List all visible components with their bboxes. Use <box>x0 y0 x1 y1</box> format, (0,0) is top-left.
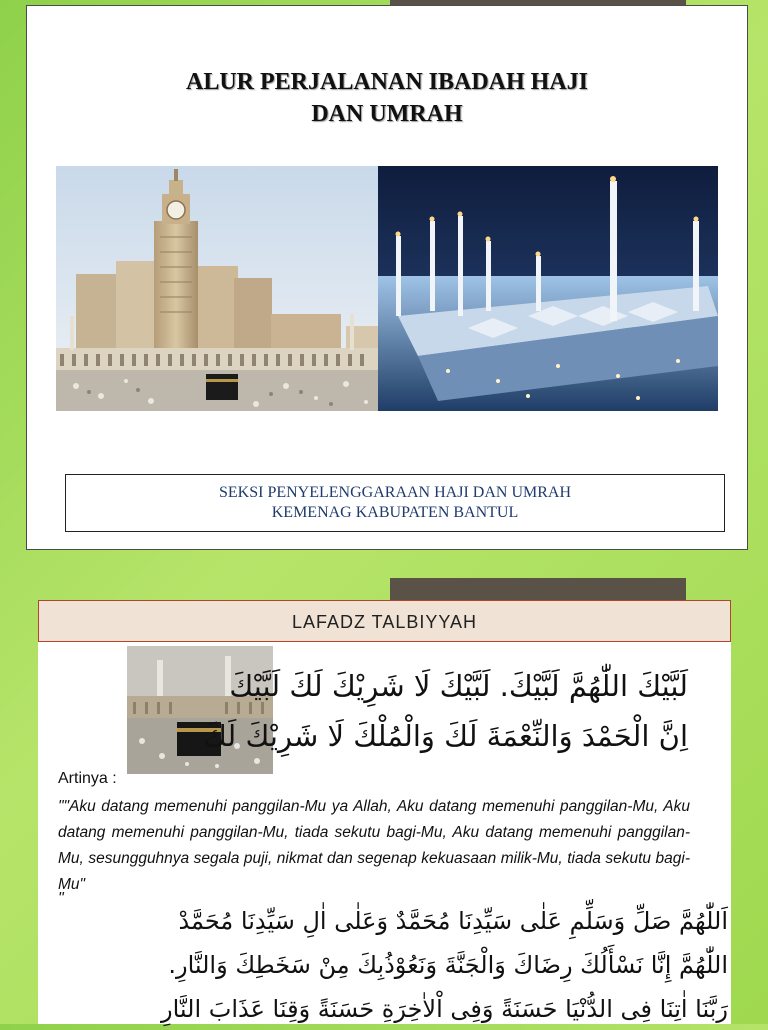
title-line-1: ALUR PERJALANAN IBADAH HAJI <box>185 69 589 95</box>
slide-title <box>27 66 747 130</box>
slide-heading: LAFADZ TALBIYYAH <box>38 600 731 642</box>
caption-line-1: SEKSI PENYELENGGARAAN HAJI DAN UMRAH <box>219 484 571 501</box>
doa-line-3: رَبَّنَا اٰتِنَا فِى الدُّنْيَا حَسَنَةً وَفِى اْلاٰخِرَةِ حَسَنَةً وَقِنَا عَذَابَ النَّارِ <box>160 995 728 1023</box>
title-line-2: DAN UMRAH <box>311 101 463 127</box>
talbiyah-translation: ""Aku datang memenuhi panggilan-Mu ya Allah, Aku datang memenuhi panggilan-Mu, Aku datang memenuhi panggilan-Mu, tiada sekutu bagi-Mu, Aku datang memenuhi panggilan-Mu, sesungguhnya segala puji, nikmat dan segenap kekuasaan milik-Mu, tiada sekutu bagi-Mu" <box>58 798 690 893</box>
talbiyah-line-2: اِنَّ الْحَمْدَ وَالنِّعْمَةَ لَكَ وَالْمُلْكَ لَا شَرِيْكَ لَكَ <box>202 719 688 753</box>
closing-quote: " <box>58 890 64 907</box>
title-slide <box>26 5 748 550</box>
middle-accent-strip <box>390 578 686 600</box>
talbiyah-slide <box>38 600 731 1024</box>
organizer-caption <box>65 474 725 532</box>
caption-line-2: KEMENAG KABUPATEN BANTUL <box>271 504 519 521</box>
masjidil-haram-photo <box>56 166 378 411</box>
doa-line-1: اَللّٰهُمَّ صَلِّ وَسَلِّمِ عَلٰى سَيِّدِنَا مُحَمَّدٌ وَعَلٰى اٰلِ سَيِّدِنَا مُحَمَّدْ <box>178 907 728 935</box>
artinya-label: Artinya : <box>58 770 117 787</box>
masjid-nabawi-photo <box>378 166 718 411</box>
talbiyah-line-1: لَبَّيْكَ اللّٰهُمَّ لَبَّيْكَ. لَبَّيْكَ لَا شَرِيْكَ لَكَ لَبَّيْكَ <box>229 669 688 703</box>
doa-line-2: اللّٰهُمَّ إِنَّا نَسْأَلُكَ رِضَاكَ وَالْجَنَّةَ وَنَعُوْذُبِكَ مِنْ سَخَطِكَ وَالنَّارِ. <box>168 951 728 979</box>
